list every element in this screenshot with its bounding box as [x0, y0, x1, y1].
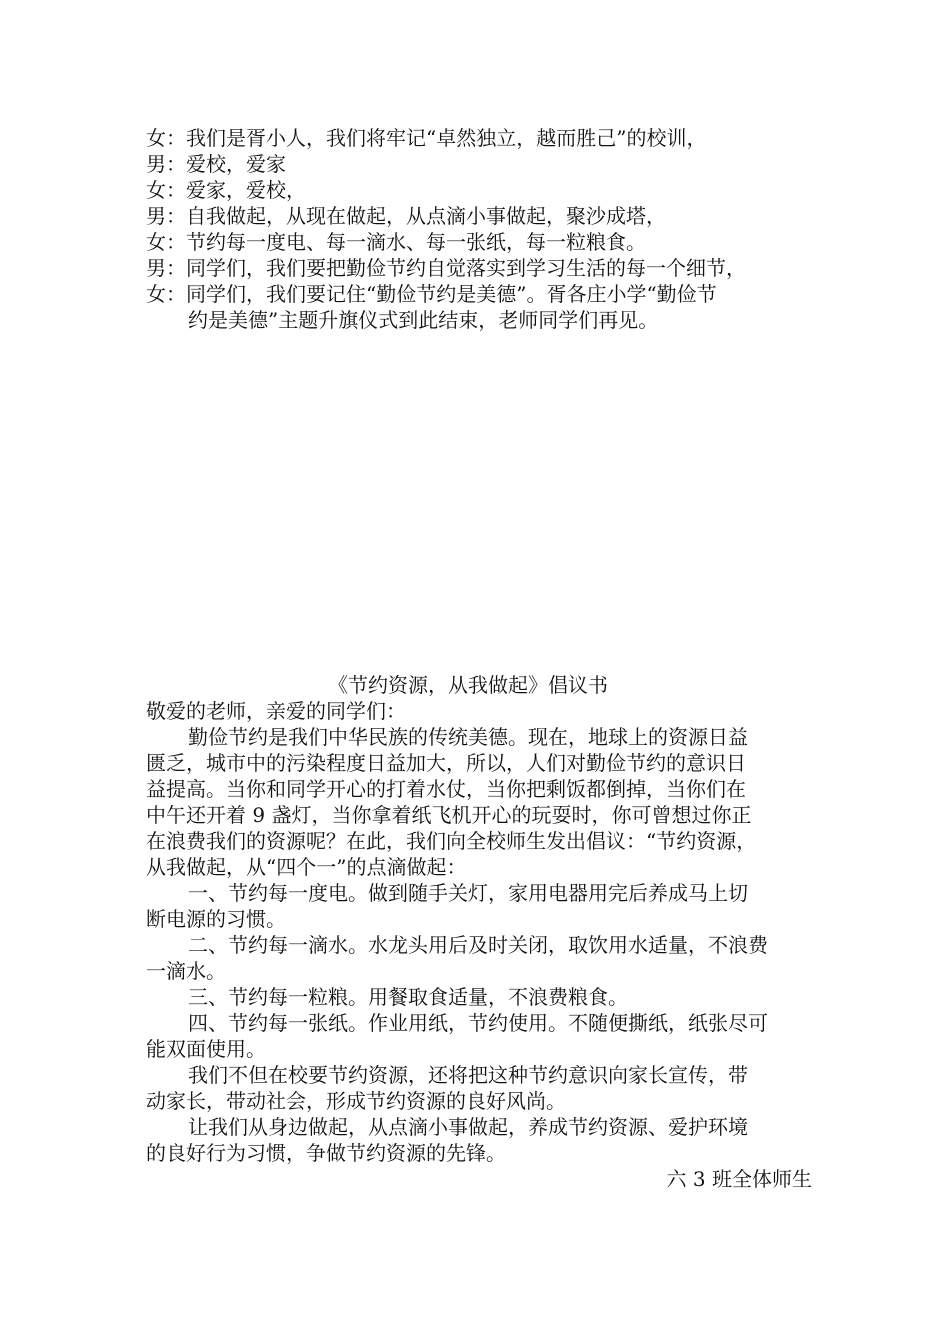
paragraph-line: 动家长，带动社会，形成节约资源的良好风尚。 — [146, 1089, 566, 1113]
dialogue-section — [146, 125, 812, 333]
paragraph-line: 让我们从身边做起，从点滴小事做起，养成节约资源、爱护环境 — [188, 1115, 748, 1139]
paragraph-line: 一滴水。 — [146, 959, 226, 983]
paragraph-line: 能双面使用。 — [146, 1037, 266, 1061]
paragraph-line: 断电源的习惯。 — [146, 907, 286, 931]
dialogue-line: 男：爱校，爱家 — [146, 152, 286, 176]
letter-paragraph-item-2 — [146, 932, 812, 984]
dialogue-line: 男：自我做起，从现在做起，从点滴小事做起，聚沙成塔， — [146, 204, 666, 228]
letter-paragraph-item-4 — [146, 1010, 812, 1062]
paragraph-line: 益提高。当你和同学开心的打着水仗，当你把剩饭都倒掉，当你们在 — [146, 777, 746, 801]
letter-paragraph — [146, 1114, 812, 1166]
letter-salutation: 敬爱的老师，亲爱的同学们： — [146, 699, 406, 723]
dialogue-line: 女：同学们，我们要记住“勤俭节约是美德”。胥各庄小学“勤俭节 — [146, 282, 717, 306]
paragraph-line: 从我做起，从“四个一”的点滴做起： — [146, 855, 467, 879]
dialogue-line: 女：节约每一度电、每一滴水、每一张纸，每一粒粮食。 — [146, 230, 646, 254]
dialogue-line: 女：爱家，爱校， — [146, 178, 306, 202]
paragraph-line: 三、节约每一粒粮。用餐取食适量，不浪费粮食。 — [188, 985, 628, 1009]
paragraph-line: 的良好行为习惯，争做节约资源的先锋。 — [146, 1141, 506, 1165]
letter-title: 《节约资源，从我做起》倡议书 — [328, 673, 608, 697]
letter-paragraph — [146, 724, 812, 880]
letter-paragraph — [146, 1062, 812, 1114]
paragraph-line: 二、节约每一滴水。水龙头用后及时关闭，取饮用水适量，不浪费 — [188, 933, 768, 957]
paragraph-line: 在浪费我们的资源呢？在此，我们向全校师生发出倡议：“节约资源， — [146, 829, 757, 853]
letter-paragraph-item-3 — [146, 984, 812, 1010]
letter-paragraph-item-1 — [146, 880, 812, 932]
dialogue-line: 男：同学们，我们要把勤俭节约自觉落实到学习生活的每一个细节， — [146, 256, 746, 280]
dialogue-line: 女：我们是胥小人，我们将牢记“卓然独立，越而胜己”的校训， — [146, 126, 707, 150]
proposal-letter — [146, 672, 812, 1192]
dialogue-line-continuation: 约是美德”主题升旗仪式到此结束，老师同学们再见。 — [188, 308, 659, 332]
paragraph-line: 中午还开着 9 盏灯，当你拿着纸飞机开心的玩耍时，你可曾想过你正 — [146, 803, 752, 827]
letter-signature: 六 3 班全体师生 — [666, 1167, 812, 1191]
paragraph-line: 匮乏，城市中的污染程度日益加大，所以，人们对勤俭节约的意识日 — [146, 751, 746, 775]
paragraph-line: 四、节约每一张纸。作业用纸，节约使用。不随便撕纸，纸张尽可 — [188, 1011, 768, 1035]
paragraph-line: 我们不但在校要节约资源，还将把这种节约意识向家长宣传，带 — [188, 1063, 748, 1087]
paragraph-line: 一、节约每一度电。做到随手关灯，家用电器用完后养成马上切 — [188, 881, 748, 905]
paragraph-line: 勤俭节约是我们中华民族的传统美德。现在，地球上的资源日益 — [188, 725, 748, 749]
